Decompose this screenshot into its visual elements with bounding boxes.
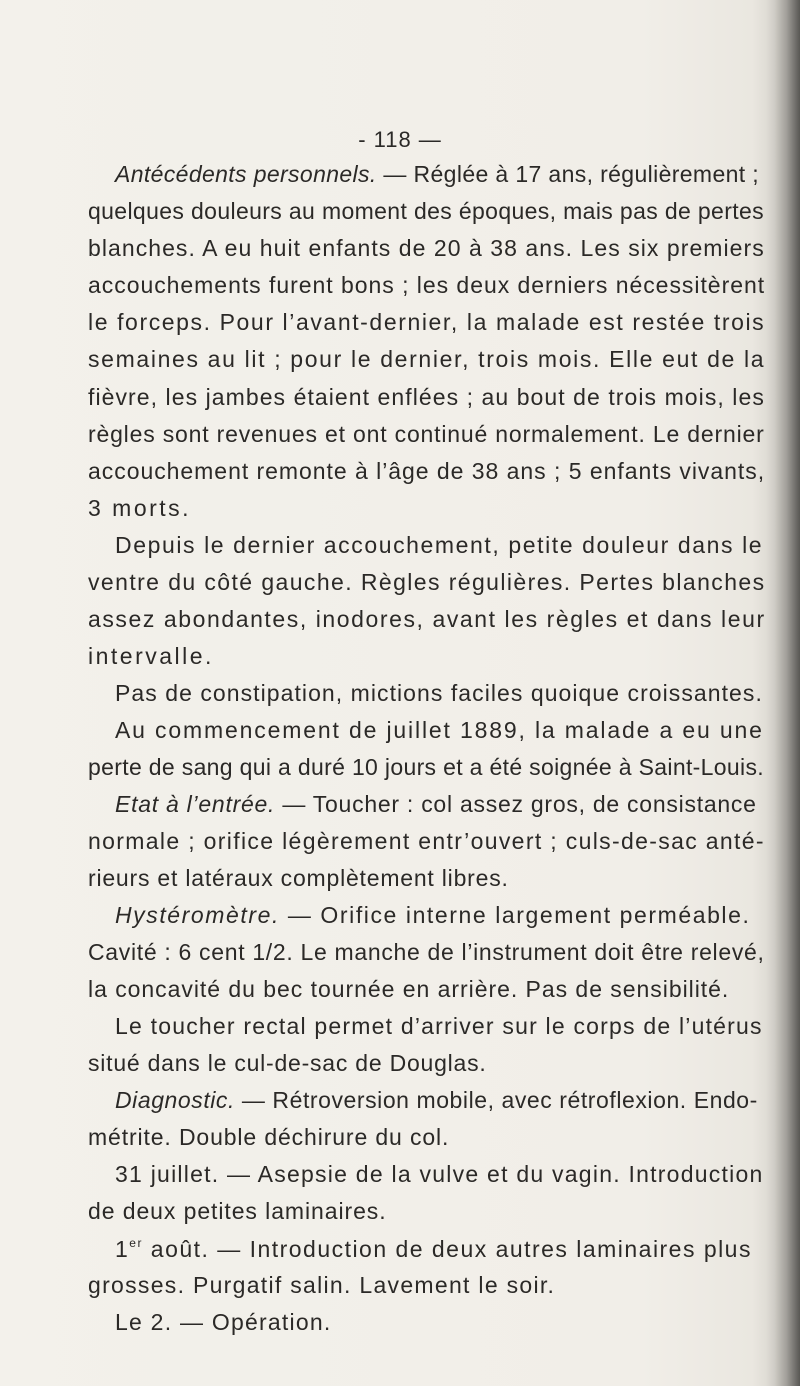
- text-line: 31 juillet. — Asepsie de la vulve et du vagin. Introduction: [115, 1161, 764, 1187]
- text-line: [115, 163, 759, 186]
- text-line: fièvre, les jambes étaient enflées ; au bout de trois mois, les: [88, 384, 765, 410]
- text-line: grosses. Purgatif salin. Lavement le soir.: [88, 1272, 556, 1298]
- text-line: situé dans le cul-de-sac de Douglas.: [88, 1050, 487, 1076]
- text-line: [115, 1237, 752, 1261]
- text-line: le forceps. Pour l’avant-dernier, la malade est restée trois: [88, 309, 766, 335]
- text-line: Pas de constipation, mictions faciles quoique croissantes.: [115, 680, 763, 706]
- text-segment: août. — Introduction de deux autres laminaires plus: [142, 1236, 752, 1262]
- text-line: métrite. Double déchirure du col.: [88, 1124, 450, 1150]
- text-line: la concavité du bec tournée en arrière. Pas de sensibilité.: [88, 976, 730, 1002]
- text-line: [115, 793, 757, 816]
- text-line: 3 morts.: [88, 495, 192, 521]
- page-edge-shadow: [766, 0, 800, 1386]
- section-heading: Hystéromètre.: [115, 902, 280, 928]
- text-segment: 1: [115, 1236, 130, 1262]
- text-line: de deux petites laminaires.: [88, 1198, 387, 1224]
- text-line: [115, 1089, 758, 1112]
- text-line: rieurs et latéraux complètement libres.: [88, 865, 509, 891]
- text-segment: — Toucher : col assez gros, de consistance: [275, 791, 757, 817]
- text-segment: — Rétroversion mobile, avec rétroflexion. Endo-: [234, 1087, 758, 1113]
- text-line: ventre du côté gauche. Règles régulières. Pertes blanches: [88, 569, 766, 595]
- section-heading: Diagnostic.: [115, 1087, 235, 1113]
- text-line: semaines au lit ; pour le dernier, trois mois. Elle eut de la: [88, 346, 766, 372]
- text-line: Cavité : 6 cent 1/2. Le manche de l’instrument doit être relevé,: [88, 939, 765, 965]
- section-heading: Etat à l’entrée.: [115, 791, 276, 817]
- text-line: Au commencement de juillet 1889, la malade a eu une: [115, 717, 764, 743]
- text-line: Le 2. — Opération.: [115, 1309, 332, 1335]
- text-line: Depuis le dernier accouchement, petite douleur dans le: [115, 532, 764, 558]
- section-heading: Antécédents personnels.: [115, 161, 377, 187]
- text-segment: — Orifice interne largement perméable.: [279, 902, 751, 928]
- superscript: er: [129, 1236, 143, 1250]
- text-line: accouchements furent bons ; les deux derniers nécessitèrent: [88, 272, 766, 298]
- text-line: quelques douleurs au moment des époques, mais pas de pertes: [88, 198, 764, 224]
- text-line: accouchement remonte à l’âge de 38 ans ; 5 enfants vivants,: [88, 458, 766, 484]
- text-line: Le toucher rectal permet d’arriver sur le corps de l’utérus: [115, 1013, 763, 1039]
- text-line: intervalle.: [88, 643, 214, 669]
- text-line: [115, 904, 750, 927]
- page-number-header: - 118 —: [358, 127, 442, 152]
- text-segment: — Réglée à 17 ans, régulièrement ;: [376, 161, 760, 187]
- text-line: normale ; orifice légèrement entr’ouvert ; culs-de-sac anté-: [88, 828, 765, 854]
- text-line: assez abondantes, inodores, avant les règles et dans leur: [88, 606, 766, 632]
- text-line: règles sont revenues et ont continué normalement. Le dernier: [88, 421, 765, 447]
- text-line: perte de sang qui a duré 10 jours et a été soignée à Saint-Louis.: [88, 754, 764, 780]
- text-line: blanches. A eu huit enfants de 20 à 38 ans. Les six premiers: [88, 235, 765, 261]
